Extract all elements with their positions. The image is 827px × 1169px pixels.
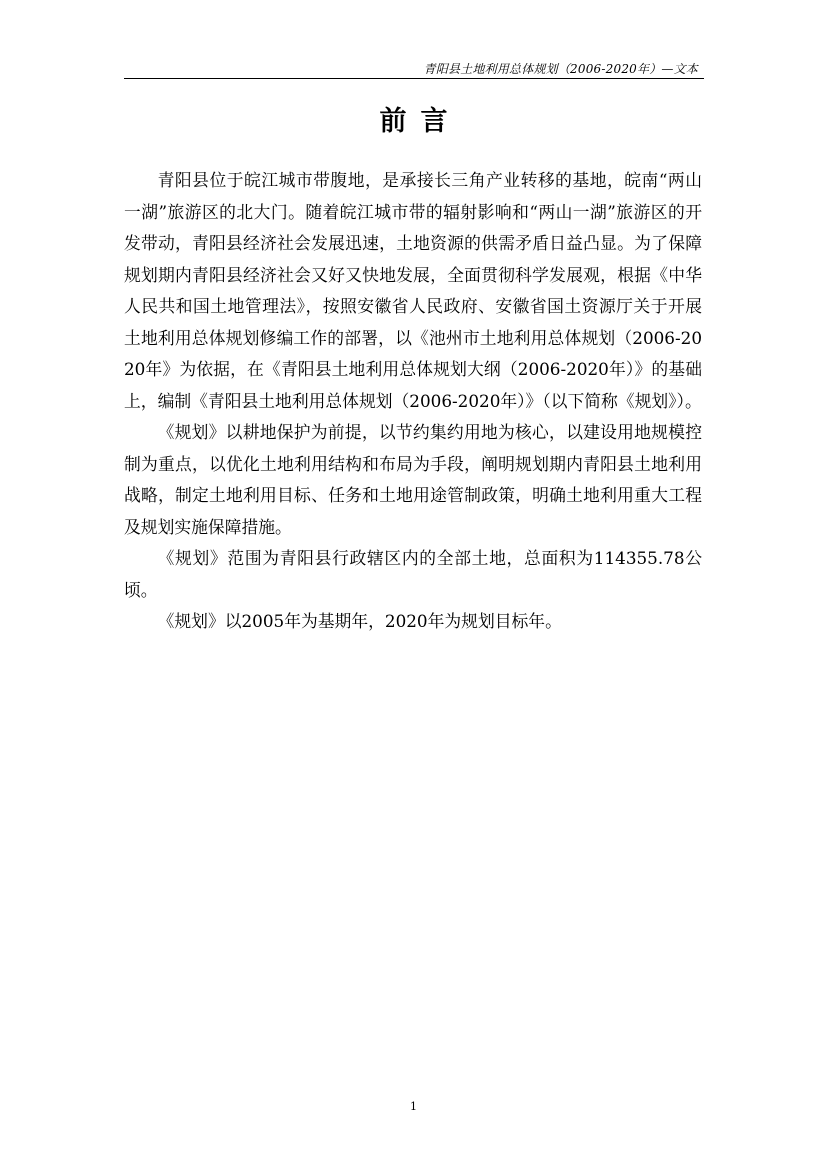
paragraph-period: 《规划》以2005年为基期年，2020年为规划目标年。 bbox=[157, 611, 562, 631]
page-header bbox=[124, 58, 704, 79]
paragraph-intro: 青阳县位于皖江城市带腹地，是承接长三角产业转移的基地，皖南“两山一湖”旅游区的北大门。随着皖江城市带的辐射影响和“两山一湖”旅游区的开发带动，青阳县经济社会发展迅速，土地资源的供需矛盾日益凸显。为了保障规划期内青阳县经济社会又好又快地发展，全面贯彻科学发展观，根据《中华人民共和国土地管理法》，按照安徽省人民政府、安徽省国土资源厅关于开展土地利用总体规划修编工作的部署，以《池州市土地利用总体规划（2006-2020年》为依据，在《青阳县土地利用总体规划大纲（2006-2020年）》的基础上，编制《青阳县土地利用总体规划（2006-2020年）》（以下简称《规划》）。 bbox=[124, 170, 702, 411]
paragraph-scope: 《规划》范围为青阳县行政辖区内的全部土地，总面积为114355.78公顷。 bbox=[124, 548, 702, 600]
running-title: 青阳县土地利用总体规划（2006-2020年）—文本 bbox=[423, 62, 698, 76]
body-text bbox=[124, 165, 702, 638]
page-number: 1 bbox=[410, 1100, 417, 1113]
page-title: 前言 bbox=[379, 106, 462, 137]
paragraph-principles: 《规划》以耕地保护为前提，以节约集约用地为核心，以建设用地规模控制为重点，以优化土地利用结构和布局为手段，阐明规划期内青阳县土地利用战略，制定土地利用目标、任务和土地用途管制政策，明确土地利用重大工程及规划实施保障措施。 bbox=[124, 422, 702, 537]
